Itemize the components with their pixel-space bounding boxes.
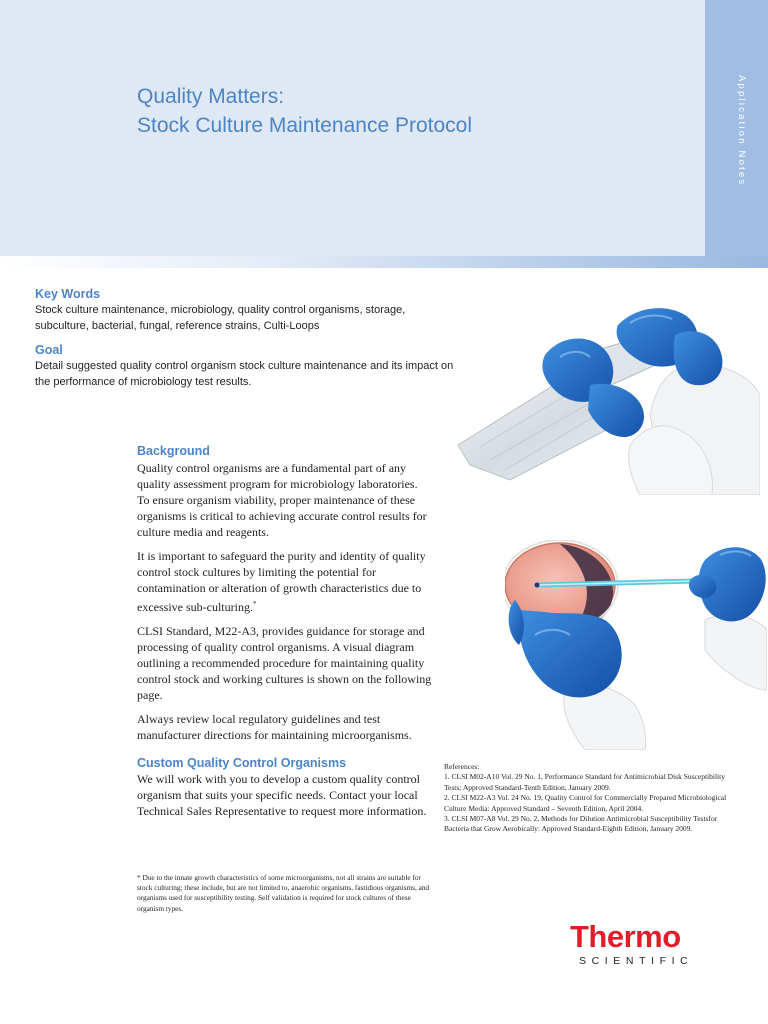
title-line-1: Quality Matters: [137,85,285,108]
goal-text: Detail suggested quality control organism stock culture maintenance and its impact on the performance of microbiology test results. [35,360,454,388]
key-words-heading: Key Words [35,287,101,301]
custom-organisms-text: We will work with you to develop a custom quality control organism that suits your specific needs. Contact your local Technical Sales Representative to request more information. [137,772,427,818]
background-paragraph-3: CLSI Standard, M22-A3, provides guidance for storage and processing of quality control organisms. A visual diagram outlining a recommended procedure for maintaining quality control stock and working cultures is shown on the following page. [137,624,432,702]
petri-dish-streaking-photo [505,540,767,750]
application-notes-label: Application Notes [736,75,747,187]
references-section [444,762,734,835]
background-paragraph-2 [137,548,432,615]
footnote-marker: * [252,600,257,608]
custom-organisms-section [137,756,437,819]
custom-organisms-heading: Custom Quality Control Organisms [137,756,347,770]
footnote: * Due to the innate growth characteristics of some microorganisms, not all strains are suitable for stock culturing; these include, but are not limited to, anaerobic organisms, fastidious organisms, and organisms used for susceptibility testing. Self validation is required for stock cultures of these organism types. [137,873,430,913]
goal-heading: Goal [35,343,63,357]
key-words-text: Stock culture maintenance, microbiology, quality control organisms, storage, subculture, bacterial, fungal, reference strains, Culti-Loops [35,304,406,332]
reference-item-3: 3. CLSI M07-A8 Vol. 29 No. 2, Methods for Dilution Antimicrobial Susceptibility Testsfor Bacteria that Grow Aerobically: Approved Standard-Eighth Edition, January 2009. [444,814,718,834]
title-line-2: Stock Culture Maintenance Protocol [137,114,473,137]
goal-section [35,343,455,390]
background-paragraph-4: Always review local regulatory guidelines and test manufacturer directions for maintaining microorganisms. [137,712,412,742]
background-paragraph-2-text: It is important to safeguard the purity and identity of quality control stock cultures by limiting the potential for contamination or alteration of growth characteristics due to excessive sub-culturing. [137,549,426,614]
gloved-hands-pouch-photo [450,295,760,495]
key-words-section [35,287,455,334]
page-title [137,82,472,140]
references-heading: References: [444,762,480,771]
reference-item-2: 2. CLSI M22-A3 Vol. 24 No. 19, Quality Control for Commercially Prepared Microbiological Culture Media: Approved Standard – Seventh Edition, April 2004. [444,793,727,813]
background-heading: Background [137,444,210,458]
reference-item-1: 1. CLSI M02-A10 Vol. 29 No. 1, Performance Standard for Antimicrobial Disk Susceptibility Tests; Approved Standard-Tenth Edition, January 2009. [444,772,725,792]
logo-subtext: SCIENTIFIC [579,955,694,967]
thermo-scientific-logo [570,920,715,968]
header-gradient-band [0,256,768,268]
background-paragraph-1: Quality control organisms are a fundamental part of any quality assessment program for microbiology laboratories. To ensure organism viability, proper maintenance of these organisms is critical to achieving accurate control results for culture media and reagents. [137,461,427,539]
logo-wordmark: Thermo [570,919,681,954]
background-section [137,444,432,751]
